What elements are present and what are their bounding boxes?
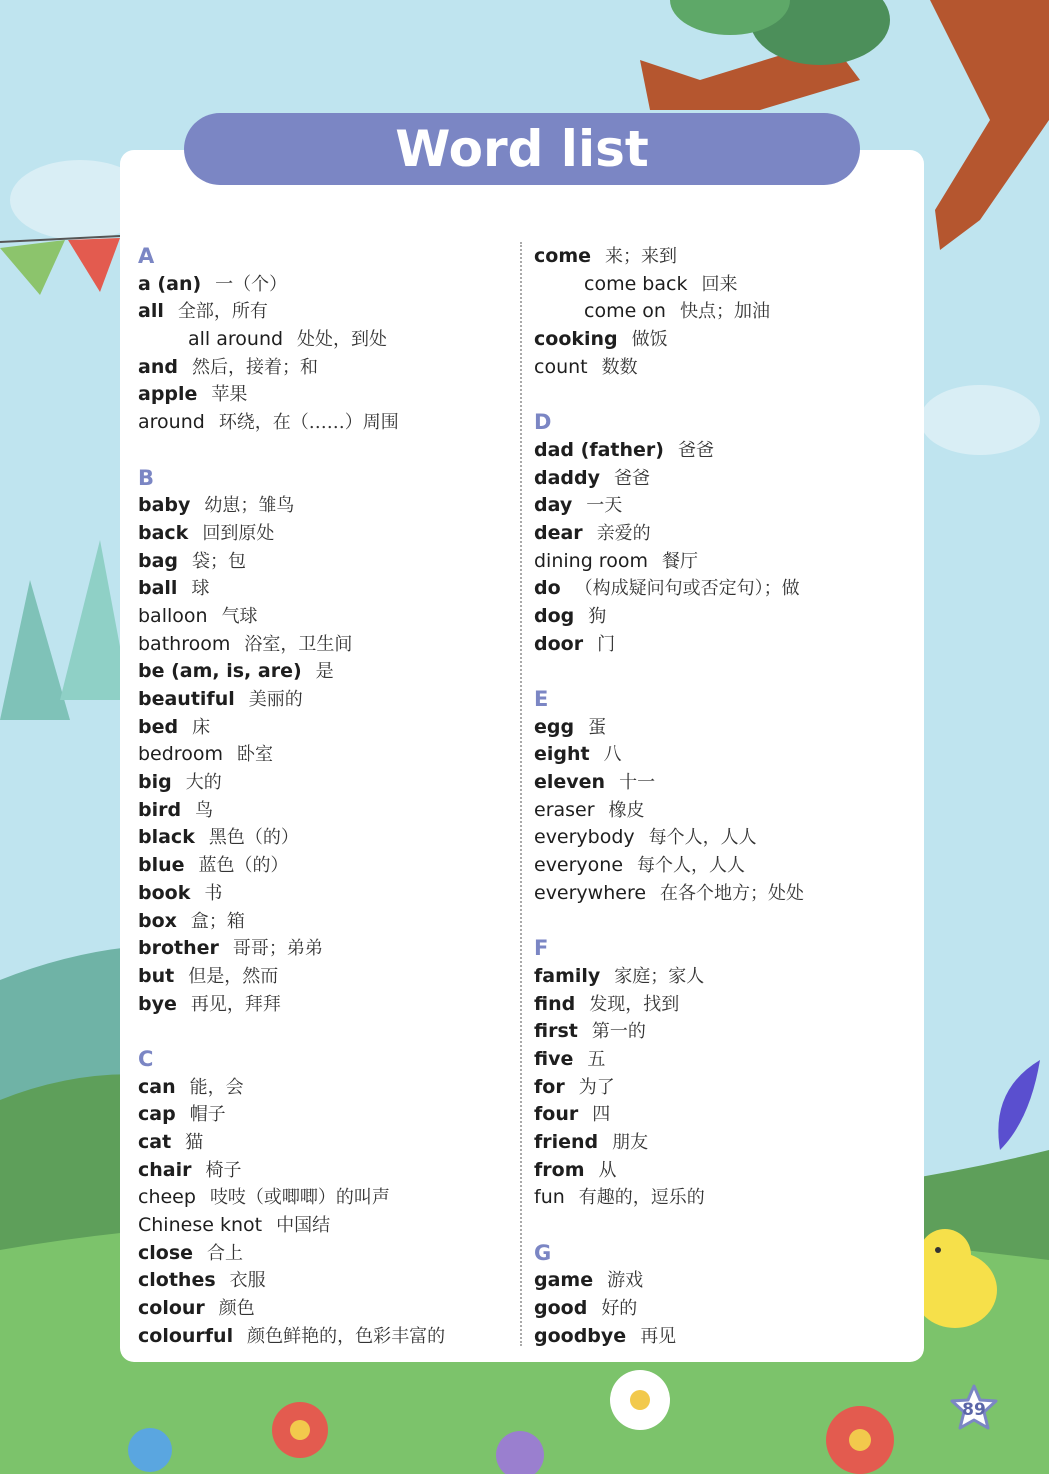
word-entry <box>534 298 904 326</box>
chinese-meaning: 床 <box>192 716 211 738</box>
english-word: everywhere <box>534 881 647 904</box>
column-divider <box>520 242 522 1346</box>
word-entry <box>138 326 508 354</box>
chinese-meaning: 中国结 <box>276 1215 331 1237</box>
chinese-meaning: 衣服 <box>229 1270 266 1292</box>
english-word: around <box>138 411 205 434</box>
english-word: good <box>534 1297 588 1320</box>
chinese-meaning: 门 <box>597 633 616 655</box>
chinese-meaning: 蛋 <box>588 716 607 738</box>
english-word: close <box>138 1241 194 1264</box>
english-word: box <box>138 909 177 932</box>
english-word: game <box>534 1269 594 1292</box>
section-gap <box>138 437 508 465</box>
chinese-meaning: 亲爱的 <box>596 522 651 544</box>
word-entry <box>138 575 508 603</box>
chinese-meaning: 能，会 <box>189 1076 244 1098</box>
chinese-meaning: 美丽的 <box>248 689 303 710</box>
chinese-meaning: 爸爸 <box>614 467 651 489</box>
section-letter: B <box>138 465 155 490</box>
english-word: find <box>534 992 576 1015</box>
english-word: a (an) <box>138 272 202 295</box>
chinese-meaning: 四 <box>592 1104 611 1126</box>
word-entry <box>138 991 508 1019</box>
english-word: bathroom <box>138 632 231 655</box>
word-entry <box>138 1240 508 1268</box>
english-word: bag <box>138 549 179 572</box>
word-entry <box>534 769 904 797</box>
word-entry <box>138 1074 508 1102</box>
word-entry <box>534 492 904 520</box>
word-entry <box>534 880 904 908</box>
chinese-meaning: 蓝色（的） <box>198 855 289 877</box>
english-word: clothes <box>138 1269 216 1292</box>
chinese-meaning: 五 <box>587 1048 606 1070</box>
section-gap <box>534 1212 904 1240</box>
word-entry <box>138 631 508 659</box>
english-word: everyone <box>534 854 624 877</box>
chinese-meaning: 在各个地方；处处 <box>660 882 805 904</box>
section-gap <box>138 1018 508 1046</box>
chinese-meaning: （构成疑问句或否定句）；做 <box>574 578 800 600</box>
section-gap <box>534 381 904 409</box>
english-word: all <box>138 300 164 323</box>
word-entry <box>534 243 904 271</box>
chinese-meaning: 从 <box>598 1159 617 1181</box>
english-word: back <box>138 521 189 544</box>
chinese-meaning: 有趣的，逗乐的 <box>578 1187 705 1209</box>
word-entry <box>138 658 508 686</box>
word-entry <box>534 797 904 825</box>
word-entry <box>138 686 508 714</box>
chinese-meaning: 第一的 <box>591 1021 646 1043</box>
word-entry <box>138 824 508 852</box>
chinese-meaning: 爸爸 <box>677 439 714 461</box>
chinese-meaning: 回到原处 <box>202 522 275 544</box>
chinese-meaning: 一天 <box>586 495 623 517</box>
section-letter: E <box>534 687 549 711</box>
english-word: count <box>534 355 588 378</box>
english-word: four <box>534 1103 579 1126</box>
english-word: dear <box>534 521 583 544</box>
word-entry <box>138 1184 508 1212</box>
word-entry <box>138 548 508 576</box>
english-word: eraser <box>534 798 595 821</box>
english-word: but <box>138 964 175 987</box>
chinese-meaning: 合上 <box>207 1242 244 1264</box>
section-letter: A <box>138 244 155 268</box>
section-letter: F <box>534 936 549 961</box>
chinese-meaning: 回来 <box>701 273 738 295</box>
word-entry <box>138 1129 508 1157</box>
english-word: everybody <box>534 826 635 849</box>
english-word: colourful <box>138 1324 234 1347</box>
chinese-meaning: 全部，所有 <box>177 301 268 323</box>
word-entry <box>534 1129 904 1157</box>
english-word: cap <box>138 1103 176 1126</box>
word-entry <box>534 852 904 880</box>
english-word: family <box>534 964 601 987</box>
section-gap <box>534 658 904 686</box>
word-entry <box>138 1323 508 1351</box>
section-letter: G <box>534 1240 552 1265</box>
chinese-meaning: 家庭；家人 <box>614 965 705 987</box>
word-entry <box>534 1046 904 1074</box>
page-title: Word list <box>395 120 649 178</box>
word-entry <box>534 603 904 631</box>
section-gap <box>534 908 904 936</box>
word-entry <box>534 271 904 299</box>
chinese-meaning: 朋友 <box>612 1132 649 1153</box>
english-word: goodbye <box>534 1324 627 1347</box>
word-entry <box>138 381 508 409</box>
english-word: egg <box>534 715 575 738</box>
chinese-meaning: 吱吱（或唧唧）的叫声 <box>209 1187 390 1209</box>
word-entry <box>534 1074 904 1102</box>
word-entry <box>138 852 508 880</box>
section-letter: D <box>534 410 552 435</box>
english-word: dining room <box>534 549 648 572</box>
english-word: door <box>534 632 584 655</box>
chinese-meaning: 然后，接着；和 <box>191 356 318 378</box>
english-word: blue <box>138 854 185 877</box>
english-word: book <box>138 881 191 904</box>
english-word: and <box>138 355 178 378</box>
chinese-meaning: 快点；加油 <box>679 301 770 323</box>
chinese-meaning: 盒；箱 <box>190 910 245 932</box>
word-entry <box>138 935 508 963</box>
chinese-meaning: 发现，找到 <box>589 993 680 1015</box>
word-entry <box>534 437 904 465</box>
english-word: eleven <box>534 771 606 794</box>
word-entry <box>138 880 508 908</box>
english-word: five <box>534 1047 574 1070</box>
chinese-meaning: 哥哥；弟弟 <box>232 938 323 960</box>
english-word: first <box>534 1020 578 1043</box>
english-word: day <box>534 494 573 517</box>
chinese-meaning: 橡皮 <box>608 799 645 821</box>
word-entry <box>138 769 508 797</box>
chinese-meaning: 餐厅 <box>661 550 698 572</box>
word-entry <box>138 797 508 825</box>
word-entry <box>534 1295 904 1323</box>
chinese-meaning: 一（个） <box>215 273 288 295</box>
chinese-meaning: 数数 <box>601 356 638 378</box>
word-entry <box>534 548 904 576</box>
english-word: for <box>534 1075 565 1098</box>
chinese-meaning: 做饭 <box>631 329 668 351</box>
english-word: come on <box>584 300 666 323</box>
chinese-meaning: 八 <box>603 744 622 766</box>
section-letter: C <box>138 1046 154 1071</box>
chinese-meaning: 球 <box>191 578 210 600</box>
chinese-meaning: 大的 <box>185 772 222 794</box>
word-entry <box>534 520 904 548</box>
chinese-meaning: 帽子 <box>189 1104 226 1126</box>
chinese-meaning: 是 <box>315 661 334 683</box>
english-word: black <box>138 826 195 849</box>
english-word: come back <box>584 272 688 295</box>
word-entry <box>138 1267 508 1295</box>
chinese-meaning: 卧室 <box>236 744 273 766</box>
title-banner <box>184 113 860 185</box>
chinese-meaning: 再见，拜拜 <box>190 993 281 1015</box>
english-word: bird <box>138 798 182 821</box>
word-entry <box>534 963 904 991</box>
word-entry <box>138 409 508 437</box>
chinese-meaning: 苹果 <box>211 384 248 406</box>
english-word: bye <box>138 992 177 1015</box>
english-word: dad (father) <box>534 438 664 461</box>
word-entry <box>534 991 904 1019</box>
english-word: apple <box>138 383 198 406</box>
word-column-right <box>534 243 904 1351</box>
word-entry <box>138 298 508 326</box>
english-word: cat <box>138 1131 172 1153</box>
english-word: ball <box>138 577 178 600</box>
chinese-meaning: 环绕，在（……）周围 <box>218 412 399 434</box>
english-word: daddy <box>534 466 601 489</box>
word-entry <box>534 354 904 382</box>
english-word: fun <box>534 1186 565 1209</box>
english-word: beautiful <box>138 688 235 710</box>
word-entry <box>534 465 904 493</box>
english-word: big <box>138 771 172 794</box>
word-entry <box>534 1157 904 1185</box>
english-word: be (am, is, are) <box>138 660 302 683</box>
word-entry <box>534 1018 904 1046</box>
english-word: come <box>534 245 591 267</box>
chinese-meaning: 椅子 <box>205 1159 242 1181</box>
chinese-meaning: 好的 <box>601 1298 638 1320</box>
chinese-meaning: 但是，然而 <box>188 965 279 987</box>
word-entry <box>138 714 508 742</box>
english-word: cheep <box>138 1186 196 1209</box>
chinese-meaning: 黑色（的） <box>208 827 299 849</box>
word-entry <box>138 741 508 769</box>
chinese-meaning: 狗 <box>588 605 607 627</box>
chinese-meaning: 浴室，卫生间 <box>244 633 353 655</box>
english-word: dog <box>534 604 575 627</box>
word-entry <box>138 354 508 382</box>
word-entry <box>534 1184 904 1212</box>
word-entry <box>534 326 904 354</box>
chinese-meaning: 幼崽；雏鸟 <box>204 495 295 517</box>
english-word: all around <box>188 328 284 351</box>
word-entry <box>138 271 508 299</box>
word-entry <box>534 824 904 852</box>
english-word: balloon <box>138 604 208 627</box>
word-entry <box>138 1212 508 1240</box>
word-entry <box>138 963 508 991</box>
chinese-meaning: 猫 <box>185 1132 204 1153</box>
english-word: Chinese knot <box>138 1214 263 1237</box>
english-word: from <box>534 1158 585 1181</box>
word-entry <box>138 1101 508 1129</box>
chinese-meaning: 为了 <box>578 1076 615 1098</box>
chinese-meaning: 每个人，人人 <box>648 827 757 849</box>
chinese-meaning: 颜色 <box>218 1298 255 1320</box>
word-entry <box>534 631 904 659</box>
chinese-meaning: 鸟 <box>195 799 214 821</box>
english-word: chair <box>138 1158 192 1181</box>
english-word: friend <box>534 1131 599 1153</box>
chinese-meaning: 书 <box>204 882 223 904</box>
page-number-star-badge <box>950 1384 998 1432</box>
english-word: eight <box>534 743 590 766</box>
word-entry <box>534 741 904 769</box>
word-entry <box>138 908 508 936</box>
chinese-meaning: 每个人，人人 <box>637 855 746 877</box>
word-entry <box>534 714 904 742</box>
word-entry <box>138 1295 508 1323</box>
english-word: cooking <box>534 328 618 351</box>
chinese-meaning: 袋；包 <box>192 550 247 572</box>
word-entry <box>534 1267 904 1295</box>
word-entry <box>534 575 904 603</box>
word-entry <box>138 520 508 548</box>
chinese-meaning: 十一 <box>619 772 656 794</box>
english-word: colour <box>138 1297 205 1320</box>
chinese-meaning: 处处，到处 <box>297 329 388 351</box>
chinese-meaning: 游戏 <box>607 1270 644 1292</box>
english-word: bed <box>138 715 179 738</box>
english-word: do <box>534 577 561 600</box>
english-word: bedroom <box>138 743 223 766</box>
word-entry <box>534 1101 904 1129</box>
chinese-meaning: 再见 <box>640 1325 677 1347</box>
chinese-meaning: 颜色鲜艳的，色彩丰富的 <box>247 1325 446 1347</box>
chinese-meaning: 气球 <box>221 605 258 627</box>
page-number: 89 <box>962 1400 986 1420</box>
english-word: brother <box>138 937 219 960</box>
english-word: can <box>138 1075 176 1098</box>
word-entry <box>534 1323 904 1351</box>
word-entry <box>138 603 508 631</box>
word-column-left <box>138 243 508 1351</box>
word-entry <box>138 492 508 520</box>
english-word: baby <box>138 494 191 517</box>
chinese-meaning: 来；来到 <box>605 246 677 267</box>
word-entry <box>138 1157 508 1185</box>
